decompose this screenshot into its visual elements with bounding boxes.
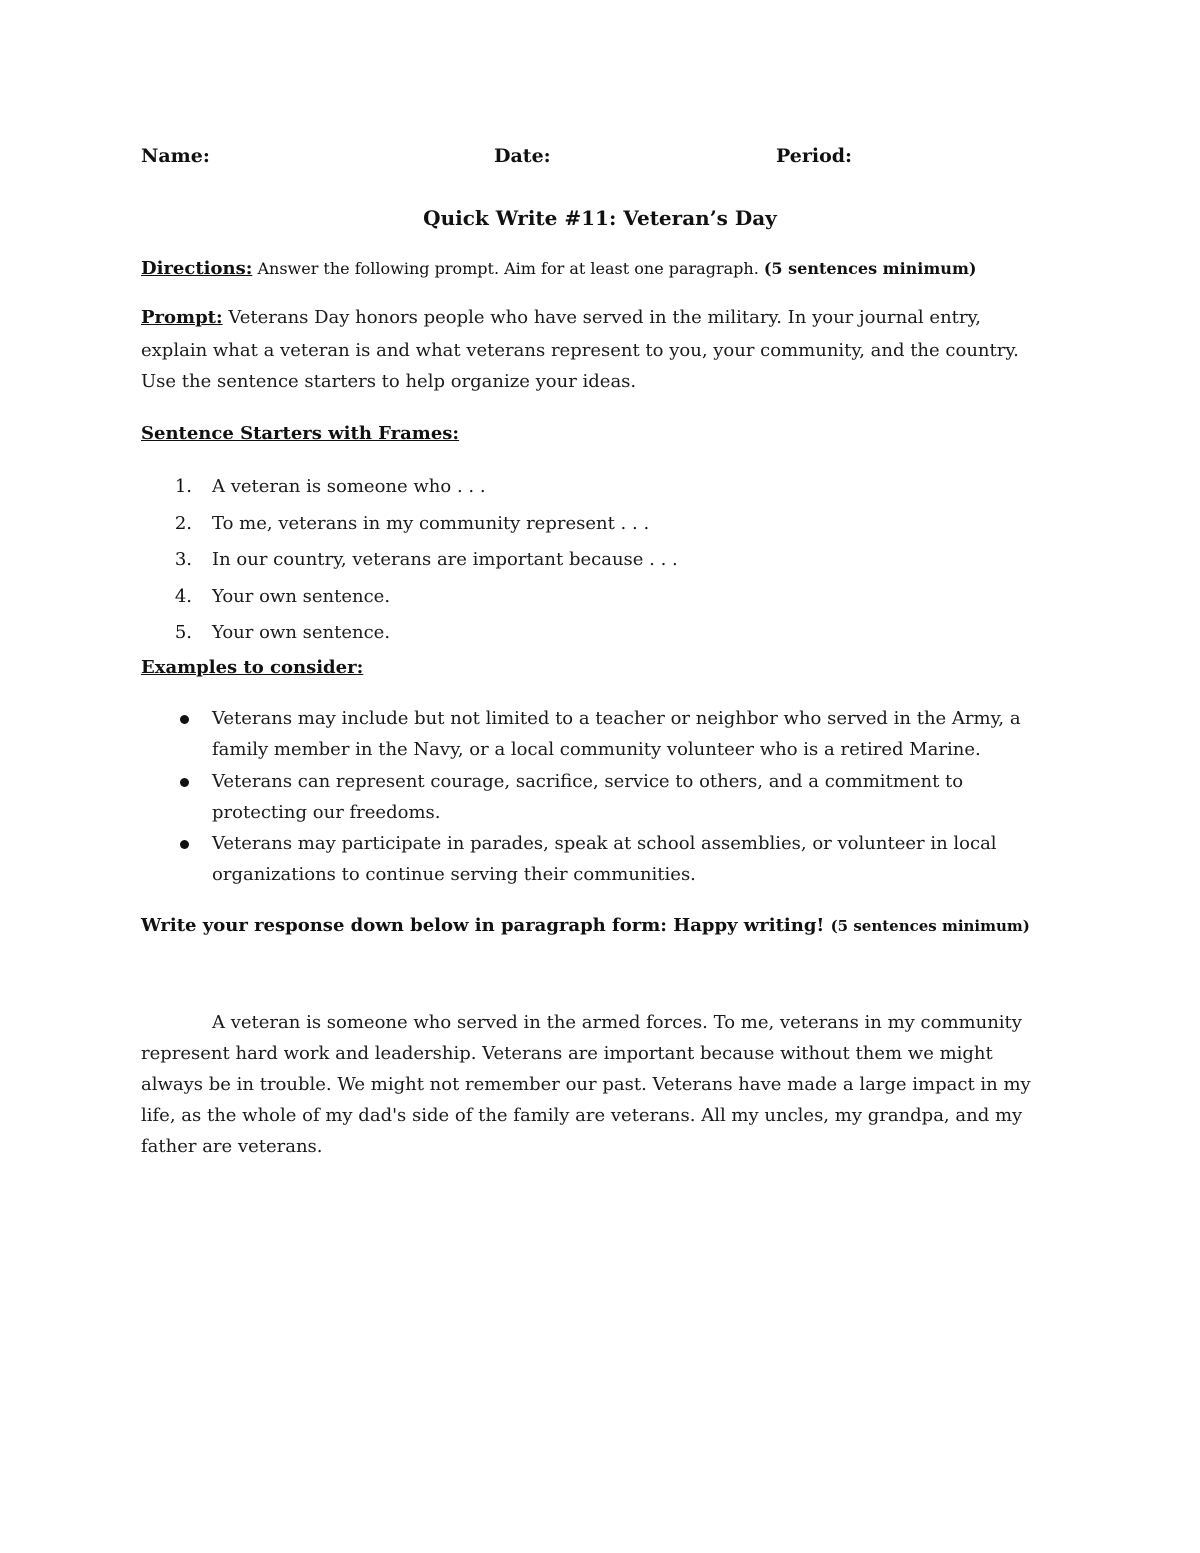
student-response: A veteran is someone who served in the armed forces. To me, veterans in my community represent hard work and leadership. Veterans are important because without them we might always be in trouble. We might not remember our past. Veterans have made a large impact in my life, as the whole of my dad's side of the family are veterans. All my uncles, my grandpa, and my father are veterans. <box>141 1012 1031 1157</box>
directions-label: Directions: <box>141 258 253 279</box>
page-title: Quick Write #11: Veteran’s Day <box>423 206 777 230</box>
examples-heading: Examples to consider: <box>141 657 364 678</box>
starter-item: Your own sentence. <box>212 586 391 607</box>
starter-number: 3. <box>174 549 192 570</box>
starters-heading: Sentence Starters with Frames: <box>141 423 460 444</box>
bullet-icon <box>180 715 189 724</box>
example-item: Veterans may participate in parades, speak at school assemblies, or volunteer in local organizations to continue serving their communities. <box>212 833 997 885</box>
period-label: Period: <box>776 145 853 167</box>
starter-number: 1. <box>174 476 192 497</box>
directions <box>141 258 976 279</box>
starter-number: 5. <box>174 622 192 643</box>
directions-text: Answer the following prompt. Aim for at least one paragraph. <box>252 259 764 278</box>
response-instruction: Write your response down below in paragraph form: Happy writing! (5 sentences minimum) <box>141 915 1030 936</box>
prompt-label: Prompt: <box>141 307 223 328</box>
example-item: Veterans can represent courage, sacrifice, service to others, and a commitment to protecting our freedoms. <box>212 771 964 823</box>
example-item: Veterans may include but not limited to a teacher or neighbor who served in the Army, a family member in the Navy, or a local community volunteer who is a retired Marine. <box>212 708 1021 760</box>
prompt-line-3: Use the sentence starters to help organize your ideas. <box>141 371 637 392</box>
name-label: Name: <box>141 145 210 167</box>
prompt-line-2: explain what a veteran is and what veterans represent to you, your community, and the country. <box>141 340 1019 361</box>
starter-item: To me, veterans in my community represent . . . <box>212 513 650 534</box>
prompt-line-1: Prompt: Veterans Day honors people who have served in the military. In your journal entry, <box>141 307 981 328</box>
starter-number: 2. <box>174 513 192 534</box>
bullet-icon <box>180 840 189 849</box>
starter-item: Your own sentence. <box>212 622 391 643</box>
bullet-icon <box>180 778 189 787</box>
directions-emphasis: (5 sentences minimum) <box>763 259 977 278</box>
starter-item: In our country, veterans are important because . . . <box>212 549 678 570</box>
date-label: Date: <box>494 145 551 167</box>
starter-item: A veteran is someone who . . . <box>212 476 486 497</box>
starter-number: 4. <box>174 586 192 607</box>
response-emphasis: (5 sentences minimum) <box>830 917 1030 935</box>
